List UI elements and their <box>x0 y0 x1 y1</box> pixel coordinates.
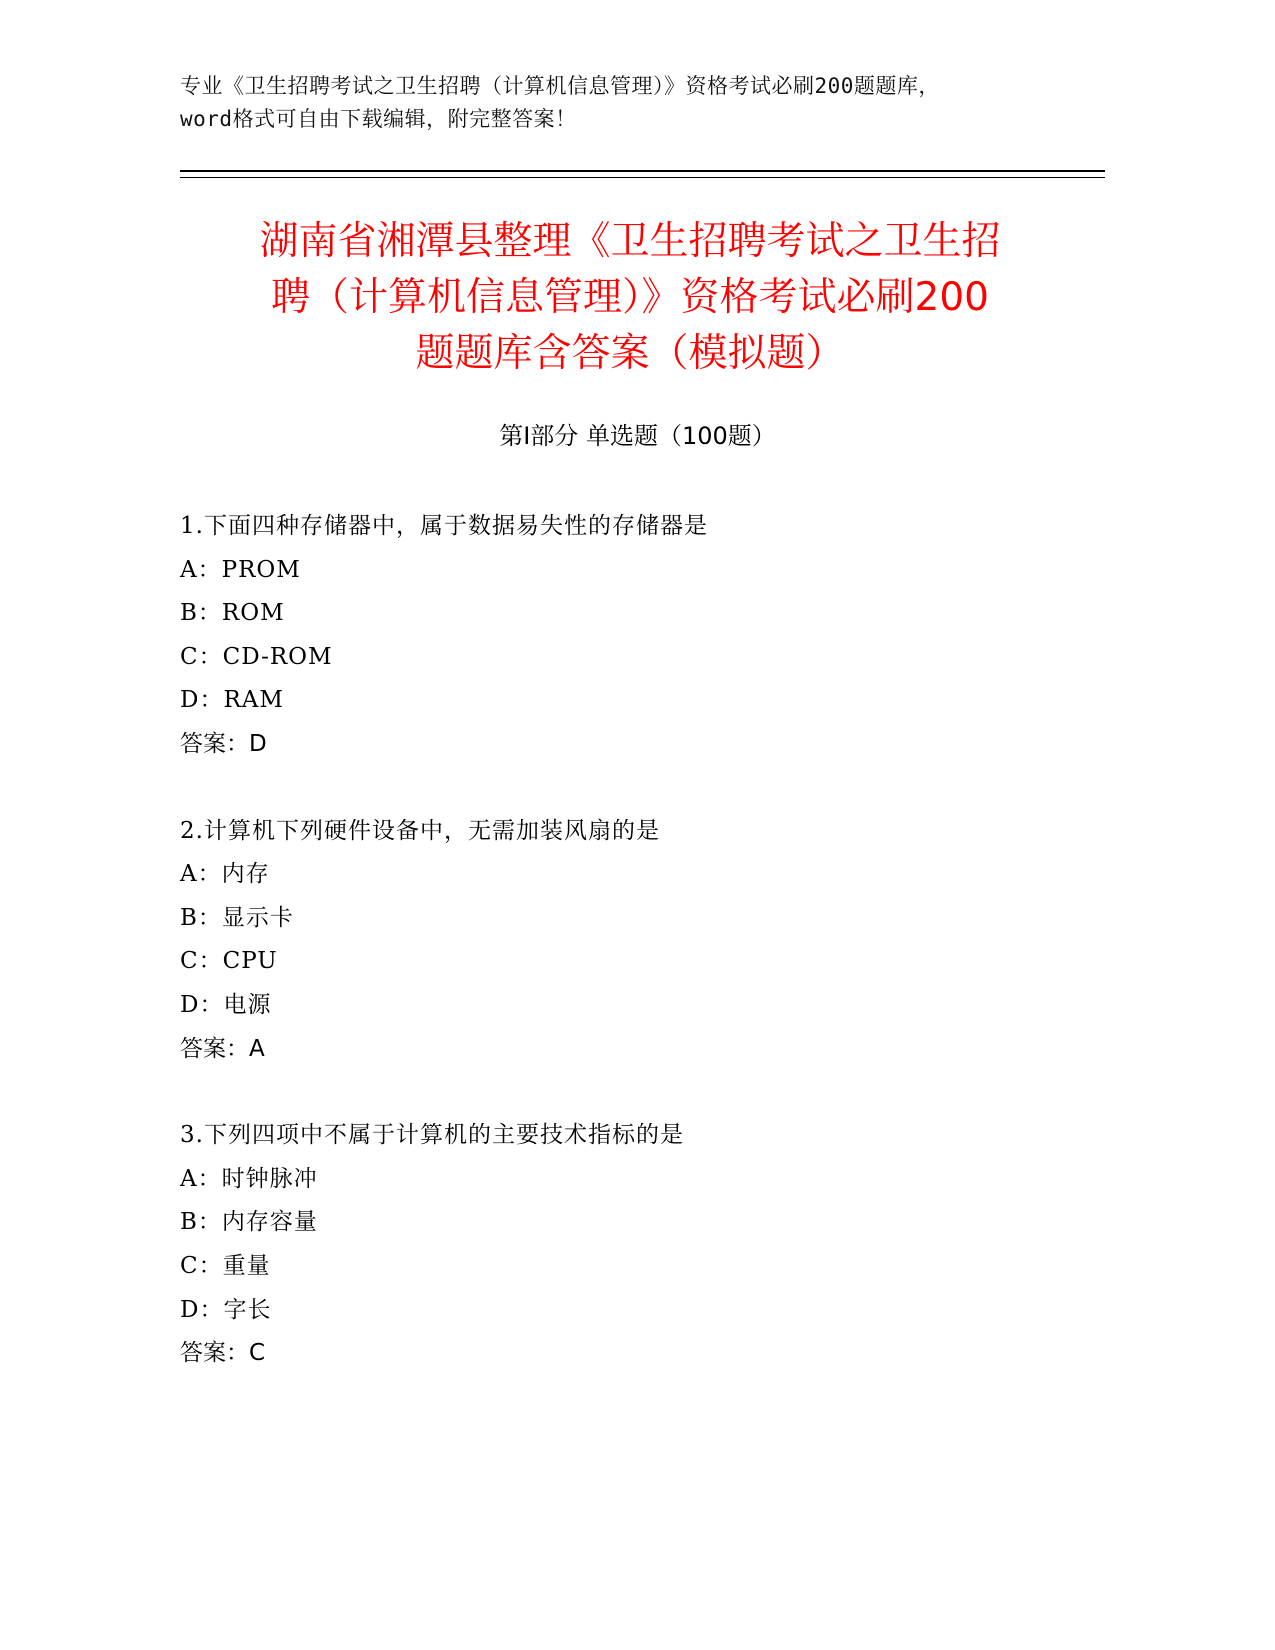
option-d: D：电源 <box>180 991 272 1018</box>
document-title-line-2: 聘（计算机信息管理）》资格考试必刷200 <box>271 275 989 320</box>
option-b: B：内存容量 <box>180 1209 318 1236</box>
option-d: D：字长 <box>180 1296 272 1323</box>
answer-line: 答案：C <box>180 1340 266 1367</box>
document-title <box>150 214 1110 382</box>
header-note <box>180 70 1110 136</box>
option-b: B：ROM <box>180 600 285 627</box>
option-d: D：RAM <box>180 687 284 714</box>
question-list <box>180 505 1110 1419</box>
option-a: A：PROM <box>180 556 301 583</box>
option-a: A：内存 <box>180 861 270 888</box>
section-heading: 第Ⅰ部分 单选题（100题） <box>499 422 776 450</box>
option-c: C：CPU <box>180 948 278 975</box>
option-a: A：时钟脉冲 <box>180 1165 318 1192</box>
document-title-line-3: 题题库含答案（模拟题） <box>415 331 845 376</box>
answer-line: 答案：A <box>180 1035 265 1062</box>
question-item <box>180 810 1110 1072</box>
question-item <box>180 505 1110 767</box>
option-b: B：显示卡 <box>180 904 294 931</box>
question-item <box>180 1114 1110 1376</box>
header-note-line-2: word格式可自由下载编辑，附完整答案！ <box>180 107 577 131</box>
header-divider-thick <box>180 170 1105 172</box>
header-note-line-1: 专业《卫生招聘考试之卫生招聘（计算机信息管理）》资格考试必刷200题题库， <box>180 74 940 98</box>
option-c: C：CD-ROM <box>180 643 333 670</box>
answer-line: 答案：D <box>180 730 267 757</box>
document-title-line-1: 湖南省湘潭县整理《卫生招聘考试之卫生招 <box>259 219 1001 264</box>
option-c: C：重量 <box>180 1252 271 1279</box>
question-stem: 3.下列四项中不属于计算机的主要技术指标的是 <box>180 1122 684 1149</box>
header-divider-thin <box>180 177 1105 178</box>
question-stem: 1.下面四种存储器中，属于数据易失性的存储器是 <box>180 513 708 539</box>
question-stem: 2.计算机下列硬件设备中，无需加装风扇的是 <box>180 817 660 844</box>
